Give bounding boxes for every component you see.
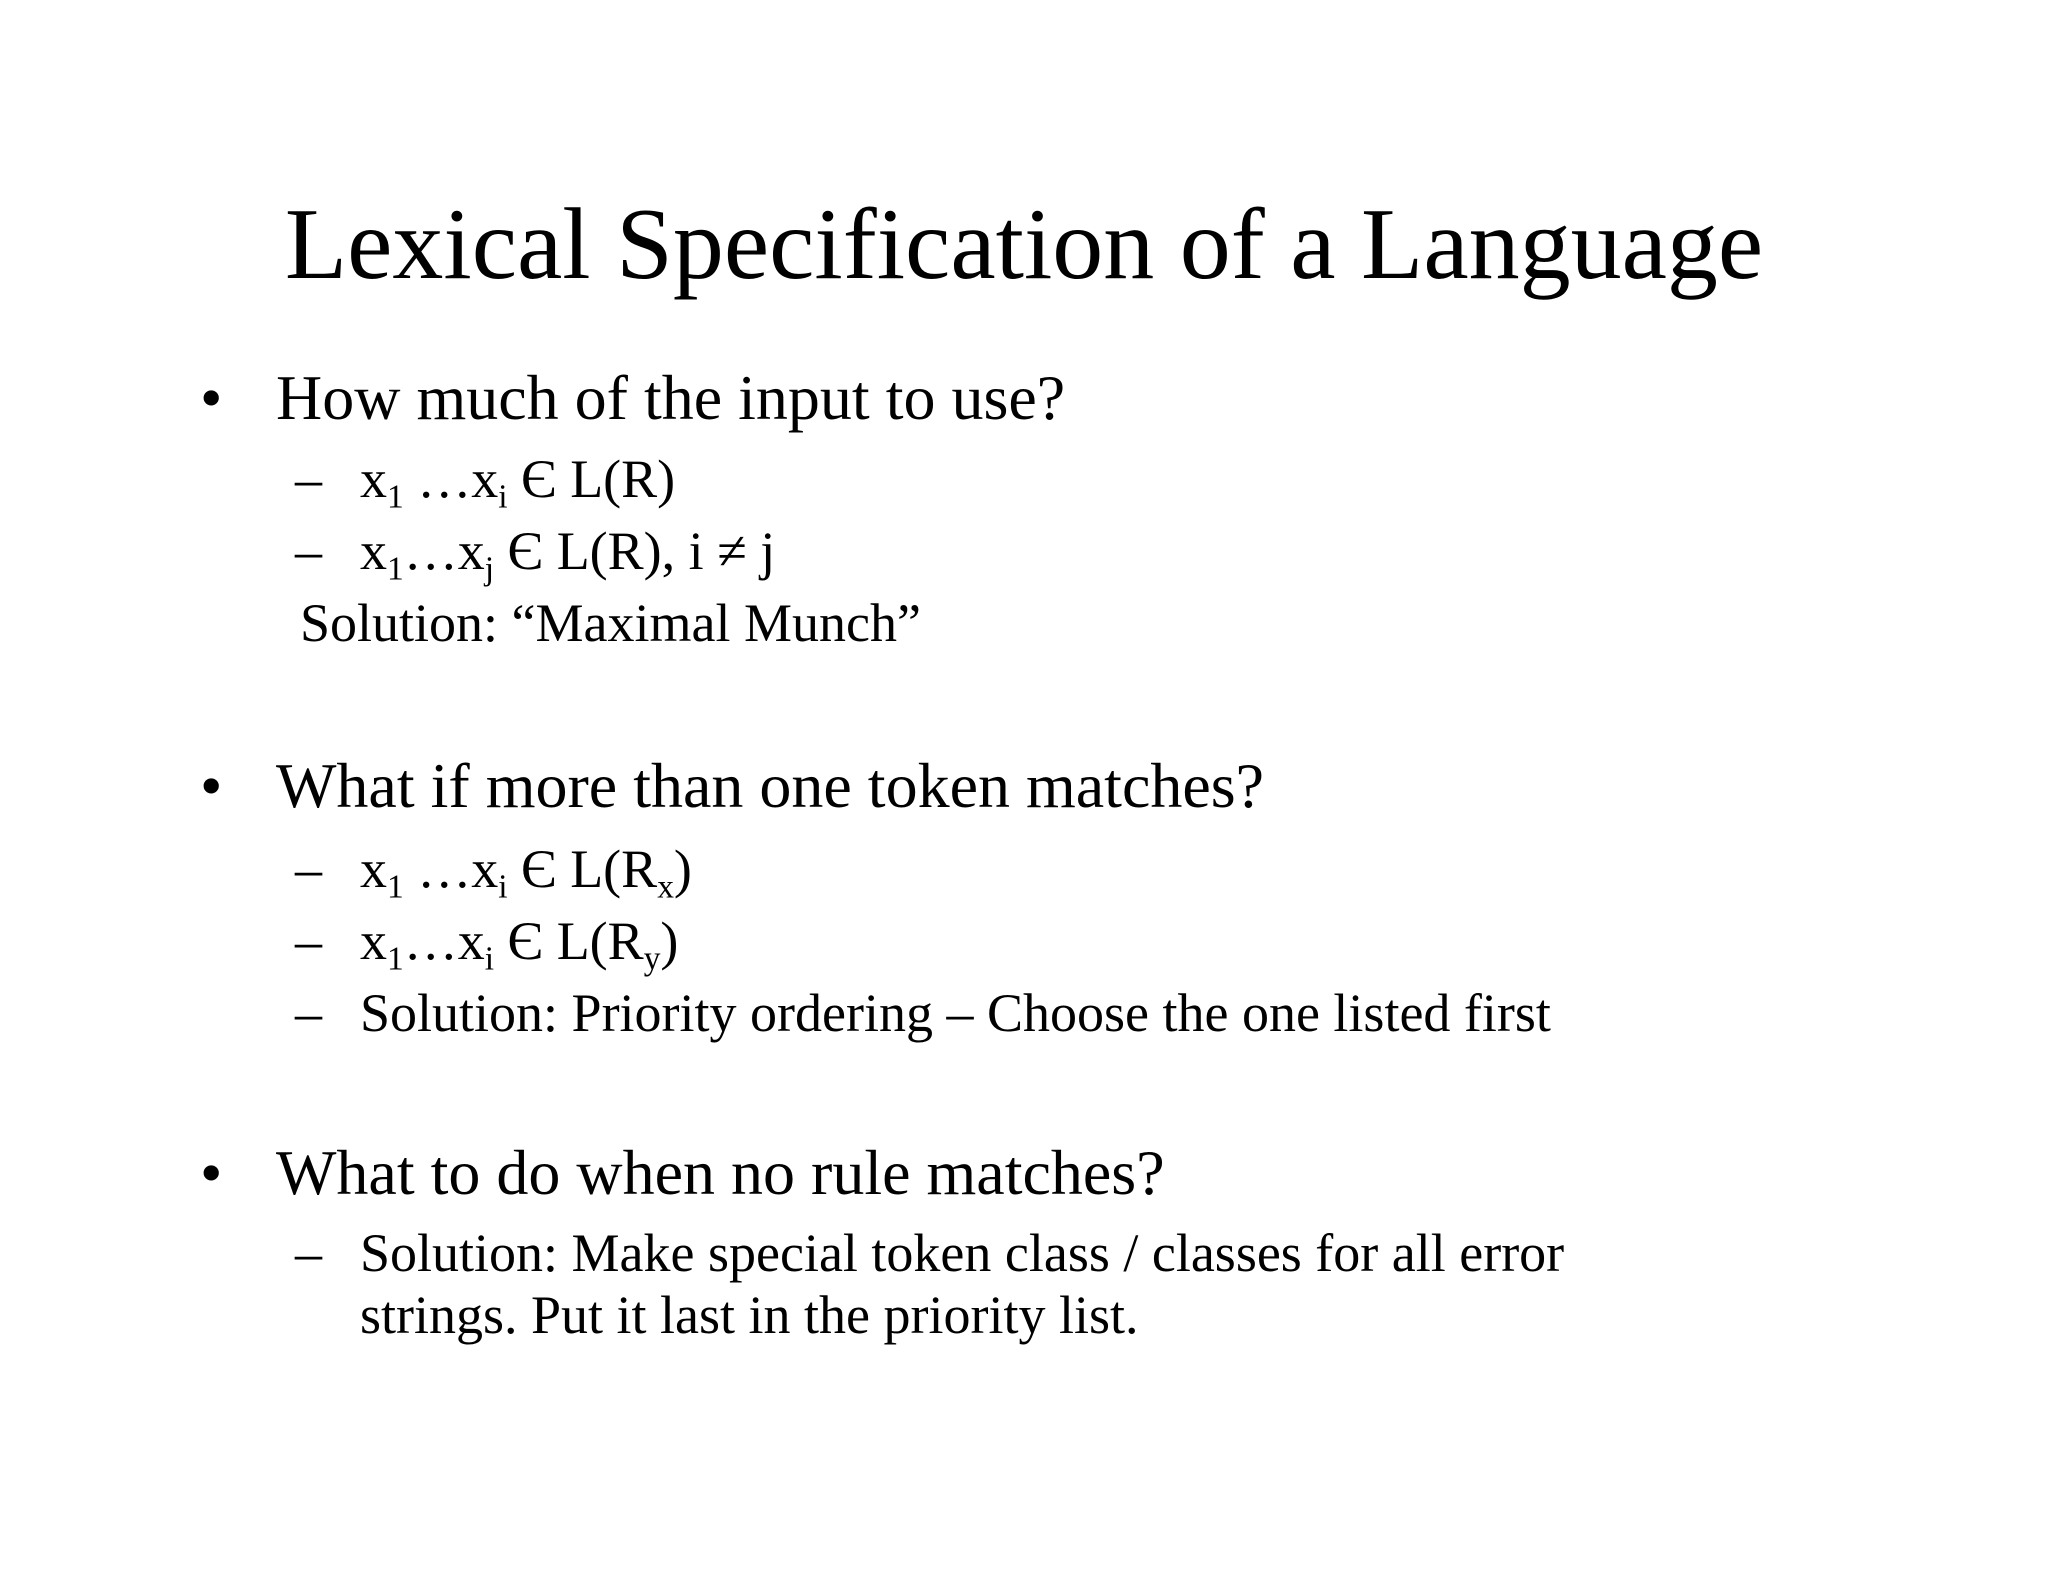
subscript: j: [484, 550, 495, 588]
bullet-text: What if more than one token matches?: [276, 750, 1265, 821]
expr-tail: Є L(R), i ≠ j: [494, 521, 776, 581]
subscript: i: [484, 940, 495, 978]
expr-x: x: [360, 911, 387, 971]
sub-item-text: [360, 448, 676, 516]
slide-title: Lexical Specification of a Language: [284, 188, 1764, 301]
expr-x: x: [360, 839, 387, 899]
sub-item-text: [360, 838, 692, 906]
dash-icon: –: [295, 1223, 322, 1283]
solution-text: Solution: “Maximal Munch”: [300, 593, 921, 653]
bullet-icon: •: [200, 1137, 223, 1208]
expr-tail: Є L(R: [507, 839, 658, 899]
subscript: i: [498, 478, 508, 516]
bullet-text: How much of the input to use?: [276, 362, 1066, 433]
subscript: 1: [387, 940, 404, 978]
expr-close: ): [673, 839, 692, 899]
subscript: y: [643, 940, 661, 978]
solution-text: Solution: Priority ordering – Choose the one listed first: [360, 983, 1551, 1043]
solution-text-line-1: Solution: Make special token class / classes for all error: [360, 1223, 1565, 1283]
expr-close: ): [660, 911, 679, 971]
bullet-icon: •: [200, 362, 223, 433]
solution-text-line-2: strings. Put it last in the priority list.: [360, 1285, 1139, 1345]
subscript: i: [498, 868, 508, 906]
subscript: 1: [387, 478, 404, 516]
subscript: x: [657, 868, 674, 906]
sub-item-text: [360, 520, 776, 588]
dash-icon: –: [295, 911, 322, 971]
bullet-icon: •: [200, 750, 223, 821]
expr-tail: Є L(R): [507, 449, 676, 509]
expr-x: x: [360, 521, 387, 581]
subscript: 1: [387, 868, 404, 906]
expr-x: x: [360, 449, 387, 509]
expr-sep: …x: [403, 521, 485, 581]
subscript: 1: [387, 550, 404, 588]
dash-icon: –: [295, 521, 322, 581]
expr-tail: Є L(R: [494, 911, 644, 971]
bullet-text: What to do when no rule matches?: [276, 1137, 1165, 1208]
expr-sep: …x: [403, 839, 499, 899]
dash-icon: –: [295, 449, 322, 509]
expr-sep: …x: [403, 911, 485, 971]
expr-sep: …x: [403, 449, 499, 509]
sub-item-text: [360, 910, 679, 978]
dash-icon: –: [295, 839, 322, 899]
dash-icon: –: [295, 983, 322, 1043]
